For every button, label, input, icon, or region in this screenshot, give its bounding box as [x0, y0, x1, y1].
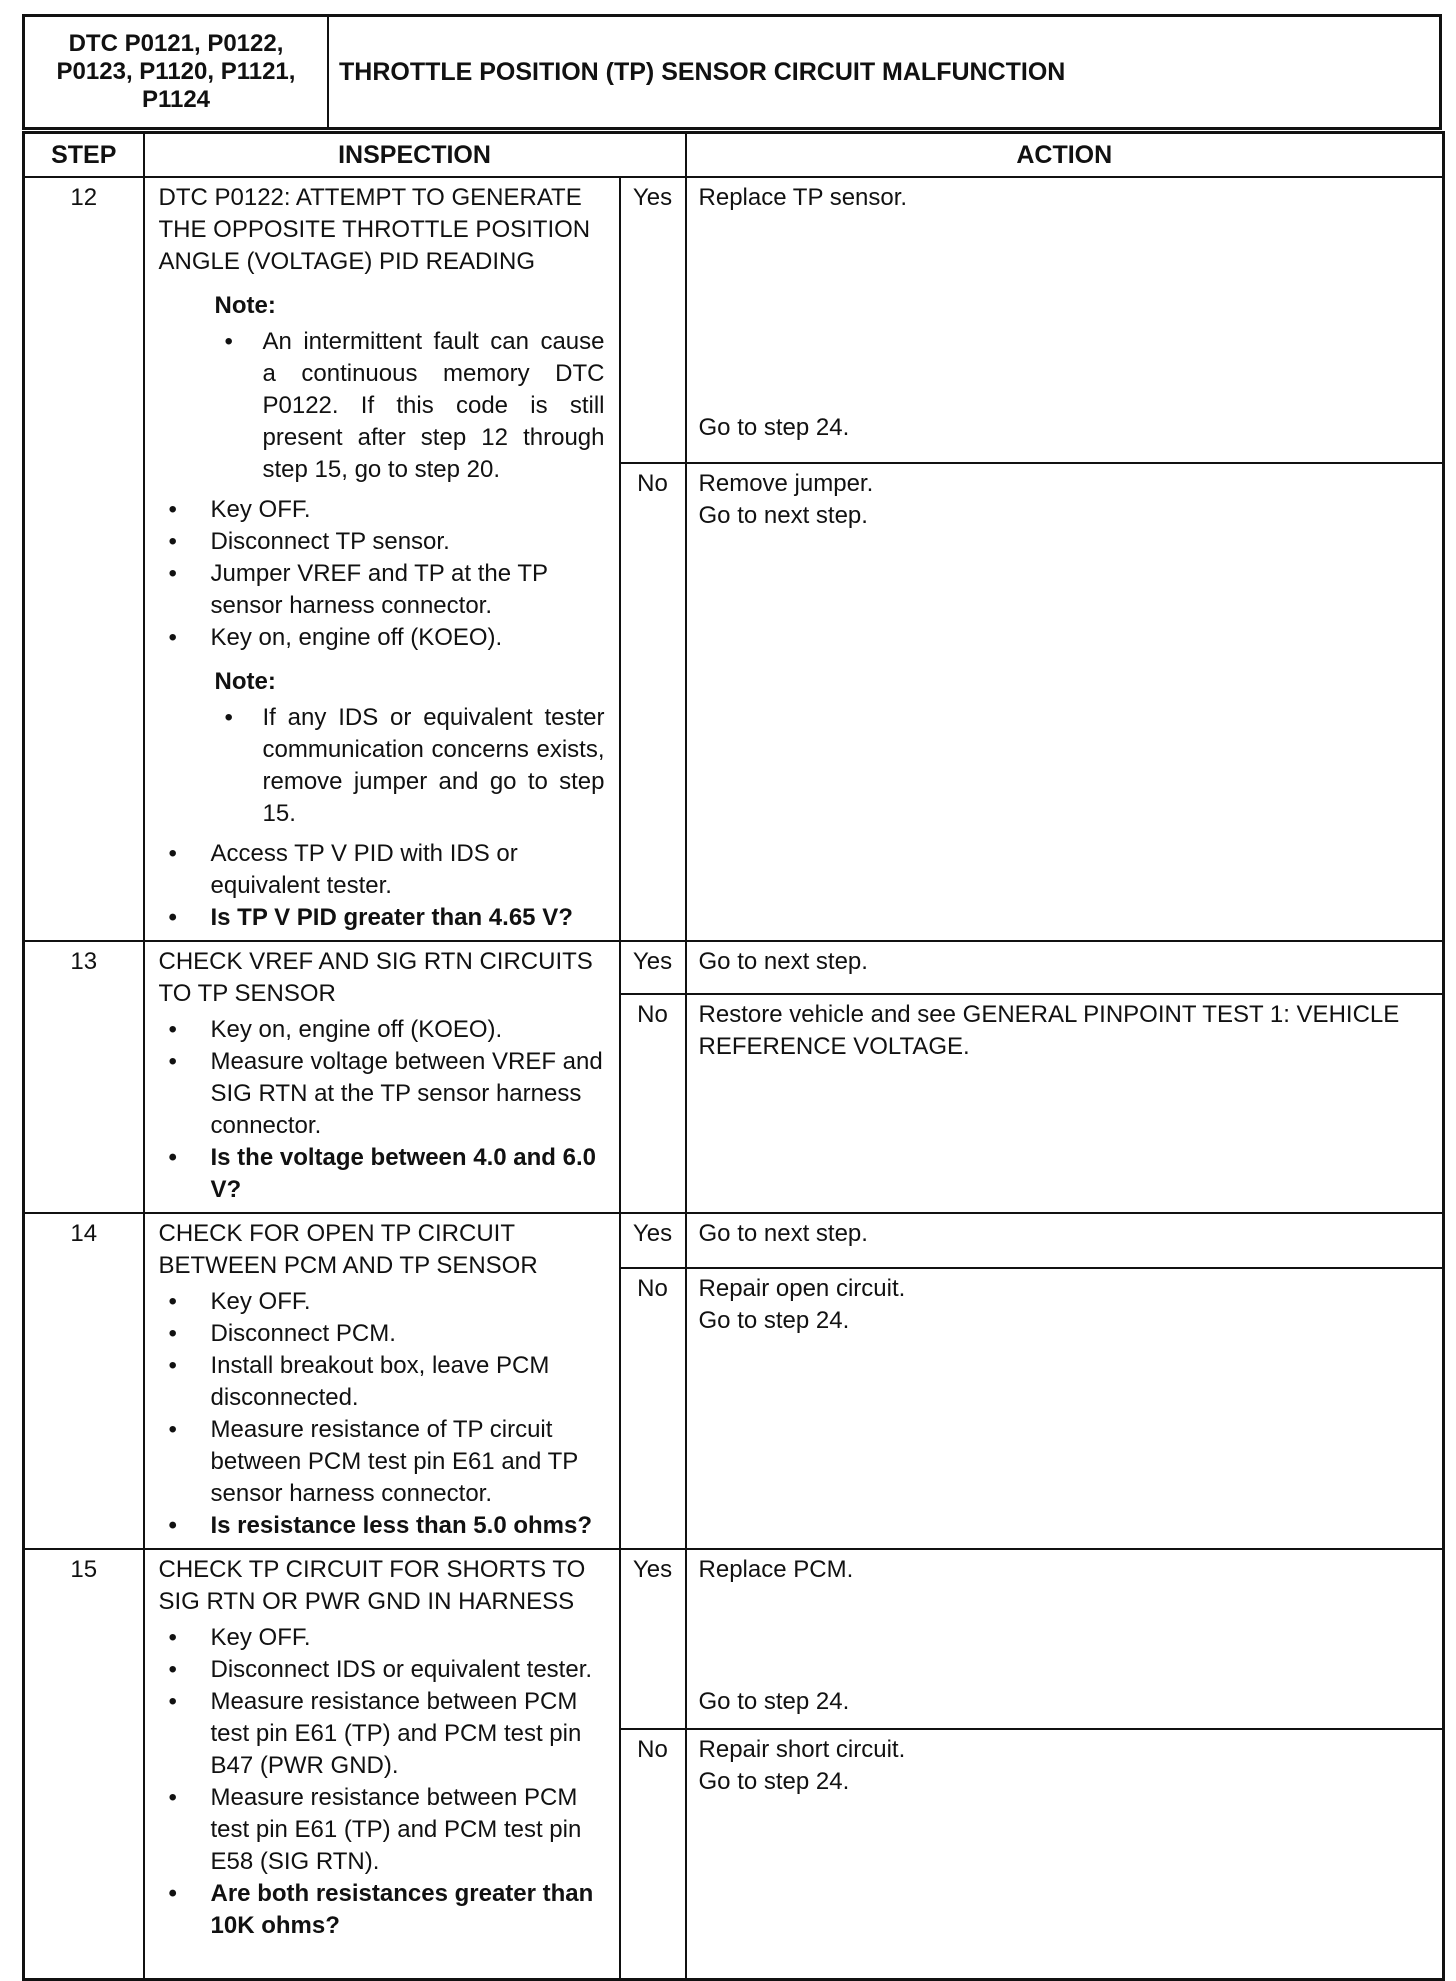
no-label: No — [620, 1268, 686, 1549]
yes-label: Yes — [620, 941, 686, 994]
step-13-inspection — [144, 941, 620, 1213]
bullet-item: • Key OFF. — [159, 494, 605, 526]
bullet-item: • Key on, engine off (KOEO). — [159, 622, 605, 654]
bullet-item: • Disconnect PCM. — [159, 1318, 605, 1350]
step-14-yes-row — [24, 1213, 1444, 1268]
note-label: Note: — [214, 292, 276, 319]
step-12-yes-row — [24, 177, 1444, 463]
action-text: Repair short circuit. — [698, 1736, 906, 1763]
bullet-item: • Measure resistance between PCM test pin E61 (TP) and PCM test pin B47 (PWR GND). — [159, 1686, 605, 1782]
column-inspection: INSPECTION — [144, 133, 686, 178]
yes-action — [686, 1549, 1444, 1729]
step-title: CHECK TP CIRCUIT FOR SHORTS TO SIG RTN OR PWR GND IN HARNESS — [158, 1556, 586, 1615]
note-label: Note: — [214, 668, 276, 695]
step-12-inspection — [144, 177, 620, 941]
bullet-item: • Key OFF. — [159, 1622, 605, 1654]
dtc-title: THROTTLE POSITION (TP) SENSOR CIRCUIT MALFUNCTION — [339, 57, 1066, 86]
question-item: • Are both resistances greater than 10K ohms? — [159, 1878, 605, 1942]
dtc-code-line: P1124 — [141, 86, 211, 113]
yes-action: Go to next step. — [686, 941, 1444, 994]
step-title: CHECK VREF AND SIG RTN CIRCUITS TO TP SENSOR — [158, 948, 593, 1007]
action-text: Replace TP sensor. — [698, 184, 908, 211]
step-15-yes-row — [24, 1549, 1444, 1729]
step-number: 14 — [24, 1213, 144, 1549]
bullet-item: • Key OFF. — [159, 1286, 605, 1318]
note-item: • If any IDS or equivalent tester communication concerns exists, remove jumper and go to step 15. — [215, 702, 605, 830]
bullet-item: • Key on, engine off (KOEO). — [159, 1014, 605, 1046]
action-text: Replace PCM. — [698, 1556, 854, 1583]
question-item: • Is resistance less than 5.0 ohms? — [159, 1510, 605, 1542]
no-label: No — [620, 1729, 686, 1979]
step-title: CHECK FOR OPEN TP CIRCUIT BETWEEN PCM AND TP SENSOR — [158, 1220, 538, 1279]
bullet-item: • Measure voltage between VREF and SIG RTN at the TP sensor harness connector. — [159, 1046, 605, 1142]
step-15-inspection — [144, 1549, 620, 1979]
dtc-code-line: P0123, P1120, P1121, — [56, 58, 296, 85]
step-number: 12 — [24, 177, 144, 941]
dtc-code-line: DTC P0121, P0122, — [68, 30, 284, 57]
bullet-item: • Jumper VREF and TP at the TP sensor harness connector. — [159, 558, 605, 622]
step-14-inspection — [144, 1213, 620, 1549]
note-item: • An intermittent fault can cause a continuous memory DTC P0122. If this code is still present after step 12 through step 15, go to step 20. — [215, 326, 605, 486]
column-step: STEP — [24, 133, 144, 178]
procedure-table — [22, 131, 1445, 1981]
step-title: DTC P0122: ATTEMPT TO GENERATE THE OPPOSITE THROTTLE POSITION ANGLE (VOLTAGE) PID READING — [158, 184, 591, 275]
yes-label: Yes — [620, 177, 686, 463]
yes-label: Yes — [620, 1213, 686, 1268]
action-text: Go to step 24. — [698, 1306, 850, 1334]
bullet-item: • Measure resistance between PCM test pin E61 (TP) and PCM test pin E58 (SIG RTN). — [159, 1782, 605, 1878]
question-item: • Is TP V PID greater than 4.65 V? — [159, 902, 605, 934]
bullet-item: • Install breakout box, leave PCM disconnected. — [159, 1350, 605, 1414]
yes-action — [686, 177, 1444, 463]
action-text: Go to step 24. — [698, 414, 850, 441]
no-action: Restore vehicle and see GENERAL PINPOINT TEST 1: VEHICLE REFERENCE VOLTAGE. — [686, 994, 1444, 1213]
bullet-item: • Access TP V PID with IDS or equivalent tester. — [159, 838, 605, 902]
no-action — [686, 463, 1444, 941]
step-13-yes-row — [24, 941, 1444, 994]
no-action — [686, 1268, 1444, 1549]
question-item: • Is the voltage between 4.0 and 6.0 V? — [159, 1142, 605, 1206]
dtc-codes — [25, 17, 329, 127]
bullet-item: • Measure resistance of TP circuit between PCM test pin E61 and TP sensor harness connector. — [159, 1414, 605, 1510]
column-header-row — [24, 133, 1444, 178]
action-text: Repair open circuit. — [698, 1274, 906, 1302]
step-number: 13 — [24, 941, 144, 1213]
action-text: Remove jumper. — [698, 469, 874, 497]
no-label: No — [620, 994, 686, 1213]
yes-action: Go to next step. — [686, 1213, 1444, 1268]
bullet-item: • Disconnect TP sensor. — [159, 526, 605, 558]
no-label: No — [620, 463, 686, 941]
no-action — [686, 1729, 1444, 1979]
action-text: Go to step 24. — [698, 1768, 850, 1795]
action-text: Go to next step. — [698, 501, 868, 529]
dtc-header — [22, 14, 1442, 130]
column-action: ACTION — [686, 133, 1444, 178]
bullet-item: • Disconnect IDS or equivalent tester. — [159, 1654, 605, 1686]
step-number: 15 — [24, 1549, 144, 1979]
action-text: Go to step 24. — [698, 1688, 850, 1715]
yes-label: Yes — [620, 1549, 686, 1729]
